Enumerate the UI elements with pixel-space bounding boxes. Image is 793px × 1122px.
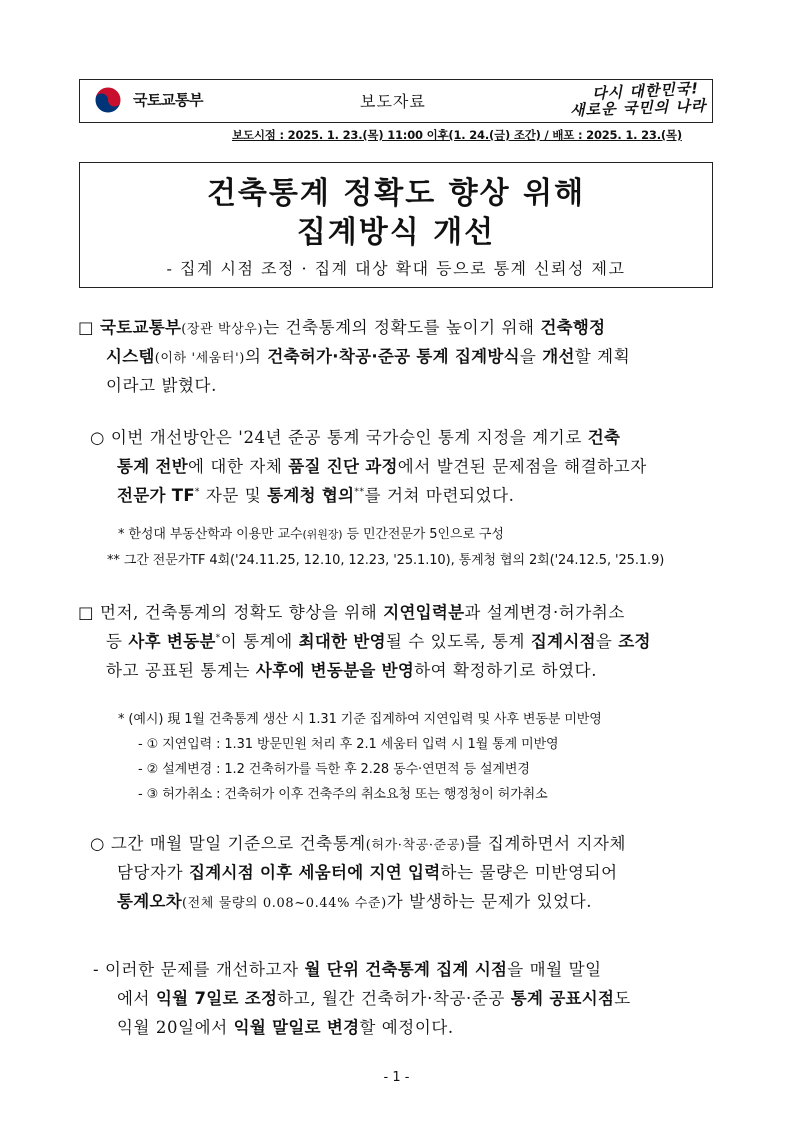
taegeuk-logo-icon: [93, 85, 123, 115]
paragraph-4-line-3: 통계오차(전체 물량의 0.08~0.44% 수준)가 발생하는 문제가 있었다.: [117, 892, 593, 911]
paragraph-3-line-2: 등 사후 변동분*이 통계에 최대한 반영될 수 있도록, 통계 집계시점을 조정: [106, 632, 651, 651]
paragraph-1-line-3: 이라고 밝혔다.: [106, 376, 217, 395]
paragraph-4-line-1: ○ 그간 매월 말일 기준으로 건축통계(허가·착공·준공)를 집계하면서 지자체: [90, 834, 627, 853]
paragraph-3-line-3: 하고 공표된 통계는 사후에 변동분을 반영하여 확정하기로 하였다.: [106, 661, 598, 680]
paragraph-1-line-2: 시스템(이하 '세움터')의 건축허가·착공·준공 통계 집계방식을 개선할 계획: [106, 347, 631, 366]
title-line-2: 집계방식 개선: [296, 215, 496, 250]
page-number: - 1 -: [383, 1070, 410, 1085]
example-item-1: - ① 지연입력 : 1.31 방문민원 처리 후 2.1 세움터 입력 시 1월 통계 미반영: [138, 737, 559, 752]
example-note: * (예시) 現 1월 건축통계 생산 시 1.31 기준 집계하여 지연입력 및 사후 변동분 미반영: [118, 712, 602, 727]
slogan-line-2: 새로운 국민의 나라: [569, 96, 707, 120]
paragraph-2-line-1: ○ 이번 개선방안은 '24년 준공 통계 국가승인 통계 지정을 계기로 건축: [90, 428, 621, 447]
paragraph-4-line-2: 담당자가 집계시점 이후 세움터에 지연 입력하는 물량은 미반영되어: [117, 863, 618, 882]
paragraph-5-line-3: 익월 20일에서 익월 말일로 변경할 예정이다.: [117, 1018, 454, 1037]
example-item-3: - ③ 허가취소 : 건축허가 이후 건축주의 취소요청 또는 행정청이 허가취소: [138, 787, 548, 802]
title-line-1: 건축통계 정확도 향상 위해: [206, 176, 586, 211]
subtitle: - 집계 시점 조정 · 집계 대상 확대 등으로 통계 신뢰성 제고: [166, 259, 626, 278]
paragraph-5-line-2: 에서 익월 7일로 조정하고, 월간 건축허가·착공·준공 통계 공표시점도: [117, 989, 631, 1008]
slogan-line-1: 다시 대한민국!: [591, 79, 700, 103]
example-item-2: - ② 설계변경 : 1.2 건축허가를 득한 후 2.28 동수·연면적 등 설계변경: [138, 762, 530, 777]
release-dateline: 보도시점 : 2025. 1. 23.(목) 11:00 이후(1. 24.(금) 조간) / 배포 : 2025. 1. 23.(목): [232, 128, 682, 142]
ministry-name: 국토교통부: [133, 91, 203, 109]
paragraph-2-line-3: 전문가 TF* 자문 및 통계청 협의**를 거쳐 마련되었다.: [117, 486, 515, 505]
footnote-2: ** 그간 전문가TF 4회('24.11.25, 12.10, 12.23, '25.1.10), 통계청 협의 2회('24.12.5, '25.1.9): [107, 553, 665, 568]
paragraph-1-line-1: □ 국토교통부(장관 박상우)는 건축통계의 정확도를 높이기 위해 건축행정: [78, 318, 606, 337]
paragraph-3-line-1: □ 먼저, 건축통계의 정확도 향상을 위해 지연입력분과 설계변경·허가취소: [78, 603, 625, 622]
paragraph-2-line-2: 통계 전반에 대한 자체 품질 진단 과정에서 발견된 문제점을 해결하고자: [117, 457, 647, 476]
footnote-1: * 한성대 부동산학과 이용만 교수(위원장) 등 민간전문가 5인으로 구성: [118, 527, 504, 542]
paragraph-5-line-1: - 이러한 문제를 개선하고자 월 단위 건축통계 집계 시점을 매월 말일: [93, 960, 602, 979]
release-type: 보도자료: [360, 92, 426, 111]
